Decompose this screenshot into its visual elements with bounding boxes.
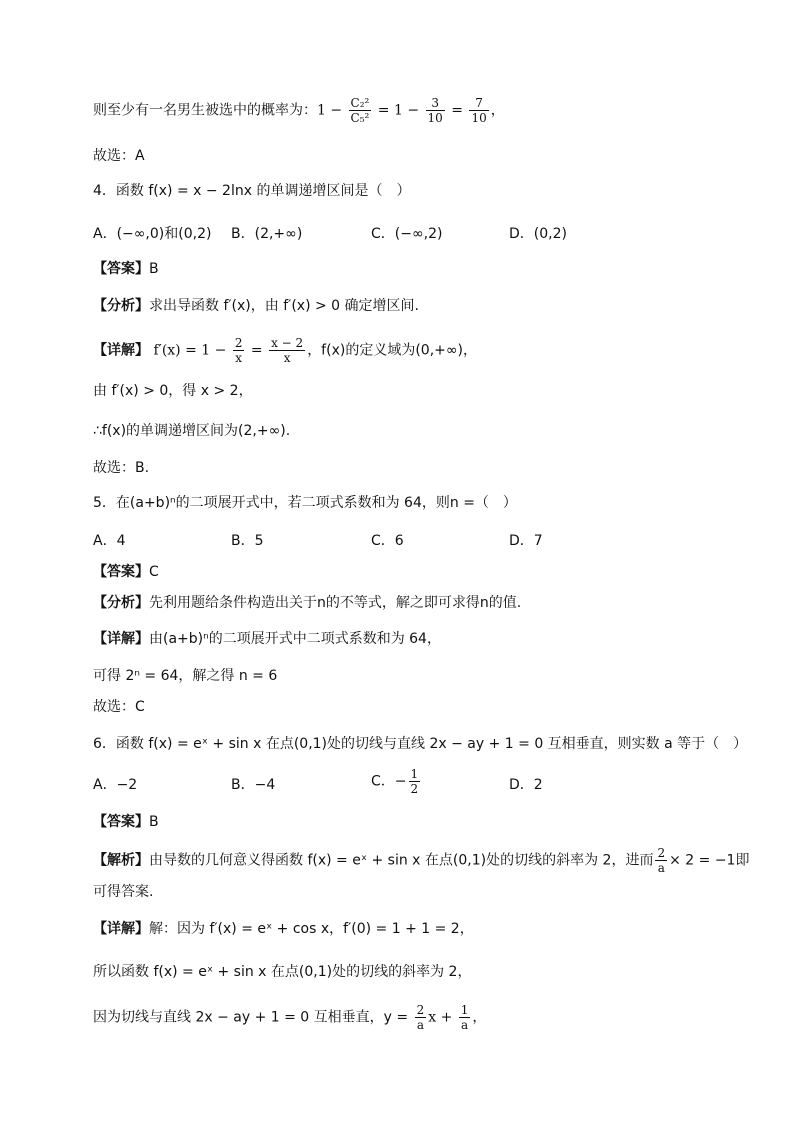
frac-den: a [416,1018,424,1032]
q5-option-d: D．7 [509,533,543,549]
frac-num: x − 2 [271,336,304,350]
q4-option-a: A．(−∞,0)和(0,2) [93,226,212,242]
detail-tag: 【详解】 [93,631,149,647]
q4-option-c: C．(−∞,2) [371,226,443,242]
q5-detail-line2: 可得 2ⁿ = 64，解之得 n = 6 [93,668,278,684]
frac-num: 2 [416,1003,425,1017]
fraction [655,846,667,875]
frac-num: 1 [460,1003,469,1017]
detail-text: 解：因为 f′(x) = eˣ + cos x，f′(0) = 1 + 1 = 2， [149,921,474,937]
q4-detail-line3: ∴f(x)的单调递增区间为(2,+∞). [93,423,291,439]
analysis-tag: 【解析】 [93,852,149,869]
q4-option-d: D．(0,2) [509,226,567,242]
q6-detail-line3 [93,1003,486,1032]
prob-expr: = 1 − [373,102,424,119]
answer-tag: 【答案】 [93,814,149,830]
detail-text: 由(a+b)ⁿ的二项展开式中二项式系数和为 64， [149,631,441,647]
q5-answer [93,562,159,582]
q5-option-b: B．5 [231,533,264,549]
detail-expr: ，f(x)的定义域为(0,+∞)， [307,342,477,359]
frac-num: 2 [657,846,666,860]
q6-option-b: B．−4 [231,777,276,793]
option-c-prefix: C．− [371,773,407,790]
analysis-text: 由导数的几何意义得函数 f(x) = eˣ + sin x 在点(0,1)处的切线的斜率为 2，进而 [149,852,654,869]
prob-label: 则至少有一名男生被选中的概率为： [93,102,317,119]
prob-expr: = [446,102,468,119]
frac-den: 2 [410,782,419,796]
answer-value: B [149,261,159,277]
q6-detail-line2: 所以函数 f(x) = eˣ + sin x 在点(0,1)处的切线的斜率为 2， [93,964,472,980]
frac-den: C₅² [350,111,370,125]
analysis-tag: 【分析】 [93,298,149,314]
punct: ， [490,102,505,119]
q4-answer [93,259,159,279]
frac-den: a [461,1018,469,1032]
analysis-tag: 【分析】 [93,595,149,611]
answer-tag: 【答案】 [93,564,149,580]
q6-option-a: A．−2 [93,777,138,793]
frac-num: 3 [426,96,445,111]
q5-option-c: C．6 [371,533,404,549]
detail-tag: 【详解】 [93,342,149,359]
frac-den: 10 [427,111,443,125]
frac-num: 2 [234,336,243,350]
detail-expr: x + [428,1009,457,1026]
answer-value: C [149,564,159,580]
punct: ， [472,1009,487,1026]
analysis-text: × 2 = −1即 [669,852,750,869]
q4-option-b: B．(2,+∞) [231,226,303,242]
detail-text: 因为切线与直线 2x − ay + 1 = 0 互相垂直，y = [93,1009,413,1026]
q6-detail [93,919,474,939]
fraction [349,96,372,125]
q4-detail [93,336,477,365]
detail-tag: 【详解】 [93,921,149,937]
frac-num: 7 [469,96,488,111]
analysis-text: 先利用题给条件构造出关于n的不等式，解之即可求得n的值. [149,595,522,611]
q4-detail-line2: 由 f′(x) > 0，得 x > 2， [93,383,253,399]
answer-value: B [149,814,159,830]
frac-num: C₂² [350,96,370,110]
prev-answer: 故选：A [93,148,145,164]
fraction [415,1003,427,1032]
frac-den: a [657,861,665,875]
fraction [269,336,305,365]
q5-option-a: A．4 [93,533,126,549]
q5-final: 故选：C [93,699,145,715]
q6-answer [93,812,159,832]
fraction [409,767,421,796]
frac-den: x [283,351,291,365]
prev-probability-line [93,96,505,125]
q6-stem: 6．函数 f(x) = eˣ + sin x 在点(0,1)处的切线与直线 2x − ay + 1 = 0 互相垂直，则实数 a 等于（ ） [93,736,748,752]
analysis-text: 求出导函数 f′(x)，由 f′(x) > 0 确定增区间. [149,298,419,314]
q6-analysis [93,846,749,875]
q4-final: 故选：B. [93,460,150,476]
fraction [426,96,445,125]
frac-den: x [235,351,243,365]
q6-option-c [371,767,422,796]
q5-stem: 5．在(a+b)ⁿ的二项展开式中，若二项式系数和为 64，则n =（ ） [93,495,517,511]
detail-expr: = [246,342,268,359]
q6-option-d: D．2 [509,777,543,793]
frac-den: 10 [471,111,487,125]
q4-analysis [93,296,419,316]
fraction [469,96,488,125]
q5-analysis [93,593,521,613]
fraction [233,336,245,365]
answer-tag: 【答案】 [93,261,149,277]
q5-detail [93,629,441,649]
q4-stem: 4．函数 f(x) = x − 2lnx 的单调递增区间是（ ） [93,183,411,199]
detail-expr: f′(x) = 1 − [153,342,231,359]
fraction [459,1003,471,1032]
q6-analysis-line2: 可得答案. [93,884,154,900]
prob-expr: 1 − [317,102,347,119]
frac-num: 1 [410,767,419,781]
